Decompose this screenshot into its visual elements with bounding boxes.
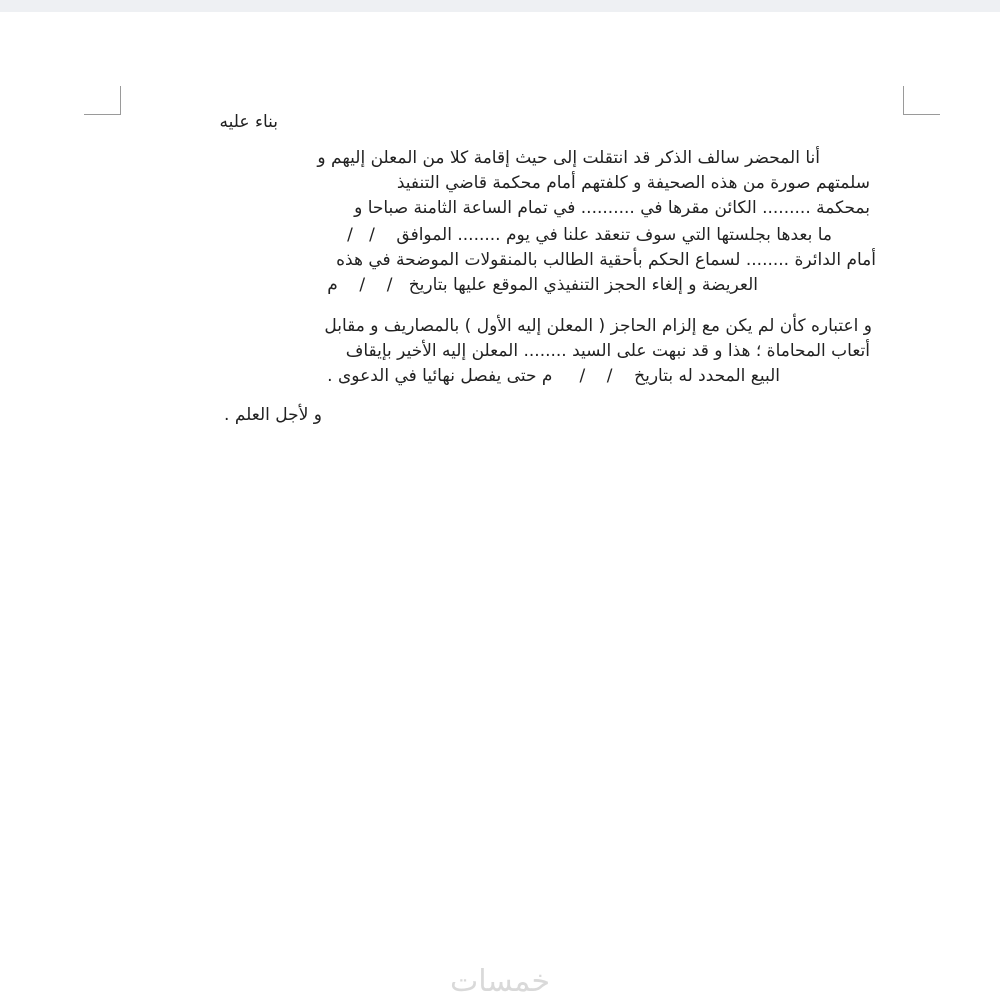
paragraph-2-line-1: و اعتباره كأن لم يكن مع إلزام الحاجز ( المعلن إليه الأول ) بالمصاريف و مقابل: [324, 316, 872, 336]
paragraph-1-line-5: أمام الدائرة ........ لسماع الحكم بأحقية الطالب بالمنقولات الموضحة في هذه: [336, 250, 876, 270]
paragraph-1-line-4: ما بعدها بجلستها التي سوف تنعقد علنا في يوم ........ الموافق / /: [347, 225, 832, 245]
paragraph-1-line-6: العريضة و إلغاء الحجز التنفيذي الموقع عليها بتاريخ / / م: [327, 275, 758, 295]
watermark-logo: خمسات: [449, 964, 551, 999]
paragraph-1-line-2: سلمتهم صورة من هذه الصحيفة و كلفتهم أمام محكمة قاضي التنفيذ: [396, 173, 870, 193]
paragraph-2-line-2: أتعاب المحاماة ؛ هذا و قد نبهت على السيد ........ المعلن إليه الأخير بإيقاف: [345, 341, 870, 361]
document-page: [0, 12, 1000, 1000]
document-heading: بناء عليه: [219, 112, 278, 132]
margin-corner-mark-left: [84, 86, 121, 115]
paragraph-1-line-3: بمحكمة ......... الكائن مقرها في .......... في تمام الساعة الثامنة صباحا و: [354, 198, 870, 218]
margin-corner-mark-right: [903, 86, 940, 115]
paragraph-1-line-1: أنا المحضر سالف الذكر قد انتقلت إلى حيث إقامة كلا من المعلن إليهم و: [317, 148, 820, 168]
window-top-strip: [0, 0, 1000, 12]
paragraph-2-line-3: البيع المحدد له بتاريخ / / م حتى يفصل نهائيا في الدعوى .: [327, 366, 780, 386]
closing-line: و لأجل العلم .: [224, 405, 322, 425]
